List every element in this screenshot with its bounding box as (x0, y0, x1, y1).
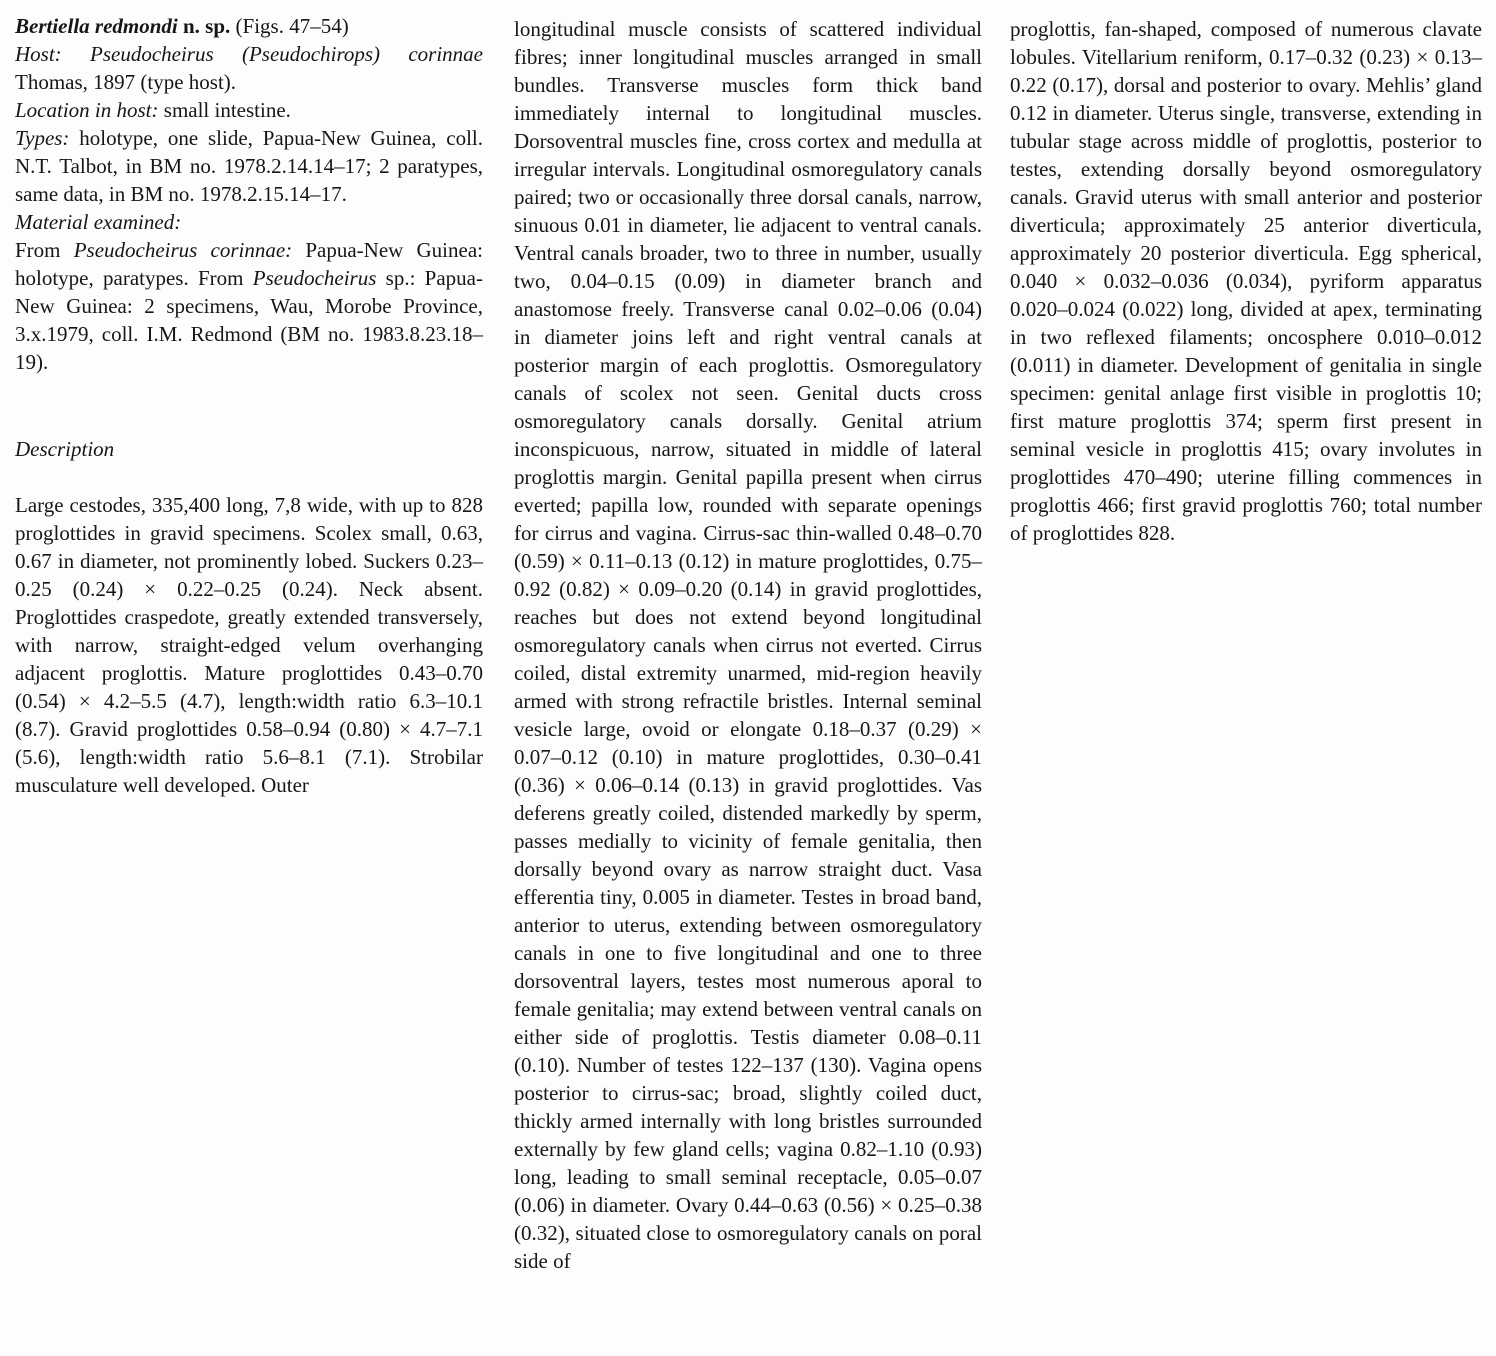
location-in-host-line (15, 96, 483, 124)
host-authority: Thomas, 1897 (type host). (15, 70, 237, 94)
material-examined-label: Material examined: (15, 210, 182, 234)
description-paragraph-col3: proglottis, fan-shaped, composed of numerous clavate lobules. Vitellarium reniform, 0.17–0.32 (0.23) × 0.13–0.22 (0.17), dorsal and posterior to ovary. Mehlis’ gland 0.12 in diameter. Uterus single, transverse, extending in tubular stage across middle of proglottis, posterior to testes, extending dorsally beyond osmoregulatory canals. Gravid uterus with small anterior and posterior diverticula; approximately 25 anterior diverticula, approximately 20 posterior diverticula. Egg spherical, 0.040 × 0.032–0.036 (0.034), pyriform apparatus 0.020–0.024 (0.022) long, divided at apex, terminating in two reflexed filaments; oncosphere 0.010–0.012 (0.011) in diameter. Development of genitalia in single specimen: genital anlage first visible in proglottis 10; first mature proglottis 374; sperm first present in seminal vesicle in proglottis 415; ovary involutes in proglottides 470–490; uterine filling commences in proglottis 466; first gravid proglottis 760; total number of proglottides 828. (1010, 17, 1482, 545)
material-host-species-1: Pseudocheirus corinnae: (73, 238, 293, 262)
material-examined-label-line (15, 208, 483, 236)
material-examined-body (15, 236, 483, 376)
material-text-2: Papua-New Guinea: holotype, paratypes. From (15, 238, 483, 290)
location-value: small intestine. (158, 98, 291, 122)
description-paragraph-col1: Large cestodes, 335,400 long, 7,8 wide, with up to 828 proglottides in gravid specimens. Scolex small, 0.63, 0.67 in diameter, not prominently lobed. Suckers 0.23–0.25 (0.24) × 0.22–0.25 (0.24). Neck absent. Proglottides craspedote, greatly extended transversely, with narrow, straight-edged velum overhanging adjacent proglottis. Mature proglottides 0.43–0.70 (0.54) × 4.2–5.5 (4.7), length:width ratio 6.3–10.1 (8.7). Gravid proglottides 0.58–0.94 (0.80) × 4.7–7.1 (5.6), length:width ratio 5.6–8.1 (7.1). Strobilar musculature well developed. Outer (15, 493, 483, 797)
host-line (15, 40, 483, 96)
new-species-designation: n. sp. (177, 14, 236, 38)
types-line (15, 124, 483, 208)
description-heading: Description (15, 437, 115, 461)
material-text-1: From (15, 238, 74, 262)
species-heading (15, 12, 483, 40)
host-label: Host: Pseudocheirus (Pseudochirops) corinnae (15, 42, 483, 66)
column-right (1010, 15, 1482, 547)
types-value: holotype, one slide, Papua-New Guinea, coll. N.T. Talbot, in BM no. 1978.2.14.14–17; 2 paratypes, same data, in BM no. 1978.2.15.14–17. (15, 126, 483, 206)
figures-reference: (Figs. 47–54) (235, 14, 349, 38)
species-name: Bertiella redmondi (15, 14, 178, 38)
description-paragraph-col2: longitudinal muscle consists of scattered individual fibres; inner longitudinal muscles arranged in small bundles. Transverse muscles form thick band immediately internal to longitudinal muscles. Dorsoventral muscles fine, cross cortex and medulla at irregular intervals. Longitudinal osmoregulatory canals paired; two or occasionally three dorsal canals, narrow, sinuous 0.01 in diameter, lie adjacent to ventral canals. Ventral canals broader, two to three in number, usually two, 0.04–0.15 (0.09) in diameter branch and anastomose freely. Transverse canal 0.02–0.06 (0.04) in diameter joins left and right ventral canals at posterior margin of each proglottis. Osmoregulatory canals of scolex not seen. Genital ducts cross osmoregulatory canals dorsally. Genital atrium inconspicuous, narrow, situated in middle of lateral proglottis margin. Genital papilla present when cirrus everted; papilla low, rounded with separate openings for cirrus and vagina. Cirrus-sac thin-walled 0.48–0.70 (0.59) × 0.11–0.13 (0.12) in mature proglottides, 0.75–0.92 (0.82) × 0.09–0.20 (0.14) in gravid proglottides, reaches but does not extend beyond longitudinal osmoregulatory canals when cirrus not everted. Cirrus coiled, distal extremity unarmed, mid-region heavily armed with strong refractile bristles. Internal seminal vesicle large, ovoid or elongate 0.18–0.37 (0.29) × 0.07–0.12 (0.10) in mature proglottides, 0.30–0.41 (0.36) × 0.06–0.14 (0.13) in gravid proglottides. Vas deferens greatly coiled, distended markedly by sperm, passes medially to vicinity of female genitalia, then dorsally beyond ovary as narrow straight duct. Vasa efferentia tiny, 0.005 in diameter. Testes in broad band, anterior to uterus, extending between osmoregulatory canals in one to five longitudinal and one to three dorsoventral layers, testes most numerous aporal to female genitalia; may extend between ventral canals on either side of proglottis. Testis diameter 0.08–0.11 (0.10). Number of testes 122–137 (130). Vagina opens posterior to cirrus-sac; broad, slightly coiled duct, thickly armed internally with long bristles surrounded externally by few gland cells; vagina 0.82–1.10 (0.93) long, leading to small seminal receptacle, 0.05–0.07 (0.06) in diameter. Ovary 0.44–0.63 (0.56) × 0.25–0.38 (0.32), situated close to osmoregulatory canals on poral side of (514, 17, 982, 1273)
types-label: Types: (15, 126, 70, 150)
column-left (15, 12, 483, 799)
location-label: Location in host: (15, 98, 159, 122)
material-text-3: sp.: Papua-New Guinea: 2 specimens, Wau, Morobe Province, 3.x.1979, coll. I.M. Redmond (BM no. 1983.8.23.18–19). (15, 266, 483, 374)
column-middle (514, 15, 982, 1275)
material-host-species-2: Pseudocheirus (252, 266, 377, 290)
